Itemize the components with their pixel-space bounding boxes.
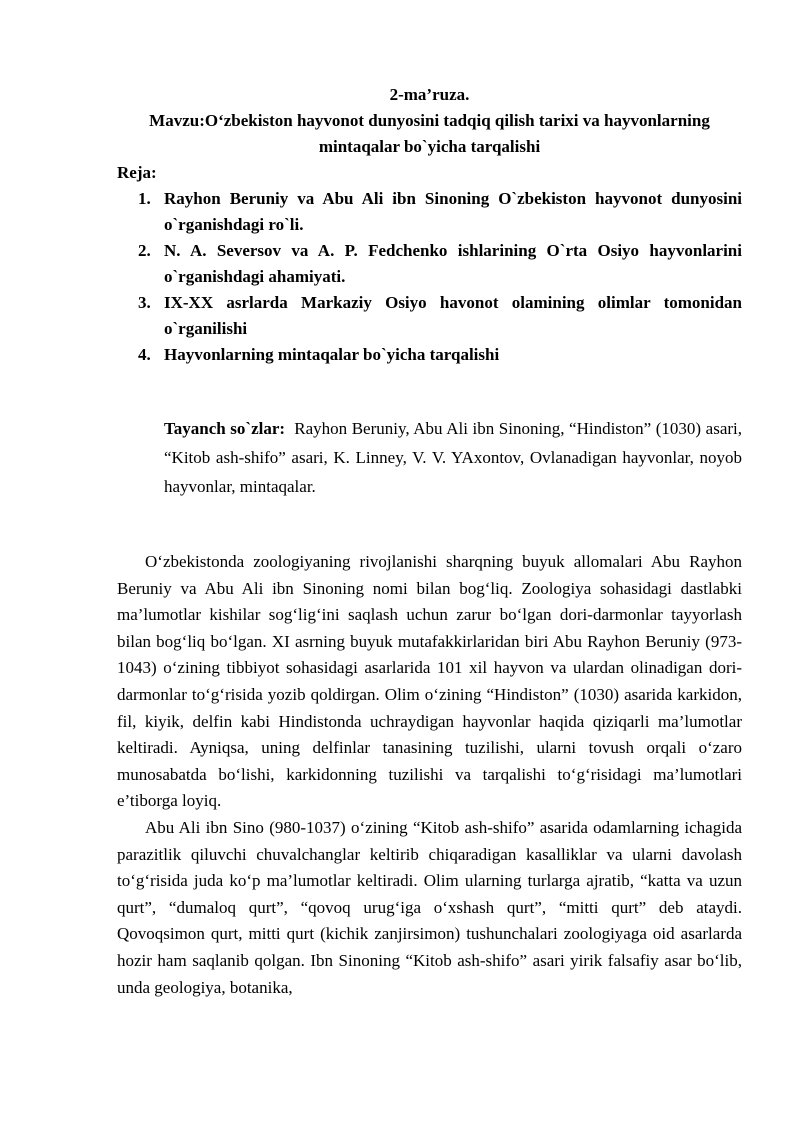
body-paragraph: O‘zbekistonda zoologiyaning rivojlanishi sharqning buyuk allomalari Abu Rayhon Beruniy va Abu Ali ibn Sinoning nomi bilan bog‘liq. Zoologiya sohasidagi dastlabki ma’lumotlar kishilar sog‘lig‘ini saqlash uchun zarur bo‘lgan dori-darmonlar tayyorlash bilan bog‘liq bo‘lgan. XI asrning buyuk mutafakkirlaridan biri Abu Rayhon Beruniy (973-1043) o‘zining tibbiyot sohasidagi asarlarida 101 xil hayvon va ulardan olinadigan dori-darmonlar to‘g‘risida yozib qoldirgan. Olim o‘zining “Hindiston” (1030) asarida karkidon, fil, kiyik, delfin kabi Hindistonda uchraydigan hayvonlar haqida qiziqarli ma’lumotlar keltiradi. Ayniqsa, uning delfinlar tanasining tuzilishi, ularni tovush orqali o‘zaro munosabatda bo‘lishi, karkidonning tuzilishi va tarqalishi to‘g‘risidagi ma’lumotlari e’tiborga loyiq. (117, 552, 742, 811)
plan-item-number: 1. (138, 189, 151, 208)
keywords-block (164, 414, 742, 501)
plan-list (117, 186, 742, 368)
plan-item (117, 238, 742, 290)
body-paragraph: Abu Ali ibn Sino (980-1037) o‘zining “Kitob ash-shifo” asarida odamlarning ichagida parazitlik qiluvchi chuvalchanglar keltirib chiqaradigan kasalliklar va ularni davolash to‘g‘risida juda ko‘p ma’lumotlar keltiradi. Olim ularning turlarga ajratib, “katta va uzun qurt”, “dumaloq qurt”, “qovoq urug‘iga o‘xshash qurt”, “mitti qurt” deb ataydi. Qovoqsimon qurt, mitti qurt (kichik zanjirsimon) tushunchalari zoologiyaga oid asarlarda hozir ham saqlanib qolgan. Ibn Sinoning “Kitob ash-shifo” asari yirik falsafiy asar bo‘lib, unda geologiya, botanika, (117, 817, 742, 997)
plan-item-text: Rayhon Beruniy va Abu Ali ibn Sinoning O`zbekiston hayvonot dunyosini o`rganishdagi ro`li. (164, 189, 742, 234)
plan-item-text: Hayvonlarning mintaqalar bo`yicha tarqalishi (164, 345, 500, 364)
page-title: Mavzu:O‘zbekiston hayvonot dunyosini tadqiq qilish tarixi va hayvonlarning mintaqalar bo`yicha tarqalishi (149, 111, 710, 156)
plan-item-number: 2. (138, 241, 151, 260)
plan-item-text: IX-XX asrlarda Markaziy Osiyo havonot olamining olimlar tomonidan o`rganilishi (164, 293, 742, 338)
plan-item-number: 4. (138, 345, 151, 364)
plan-item-text: N. A. Seversov va A. P. Fedchenko ishlarining O`rta Osiyo hayvonlarini o`rganishdagi ahamiyati. (164, 241, 742, 286)
page-content (117, 82, 742, 1001)
lecture-number: 2-ma’ruza. (389, 85, 470, 104)
plan-item-number: 3. (138, 293, 151, 312)
plan-item (117, 290, 742, 342)
keywords-label: Tayanch so`zlar: (164, 419, 286, 438)
plan-item (117, 186, 742, 238)
keywords-text: Rayhon Beruniy, Abu Ali ibn Sinoning, “Hindiston” (1030) asari, “Kitob ash-shifo” asari, K. Linney, V. V. YAxontov, Ovlanadigan hayvonlar, noyob hayvonlar, mintaqalar. (164, 419, 742, 496)
plan-label: Reja: (117, 163, 157, 182)
body-text (117, 549, 742, 1001)
plan-item (117, 342, 742, 368)
